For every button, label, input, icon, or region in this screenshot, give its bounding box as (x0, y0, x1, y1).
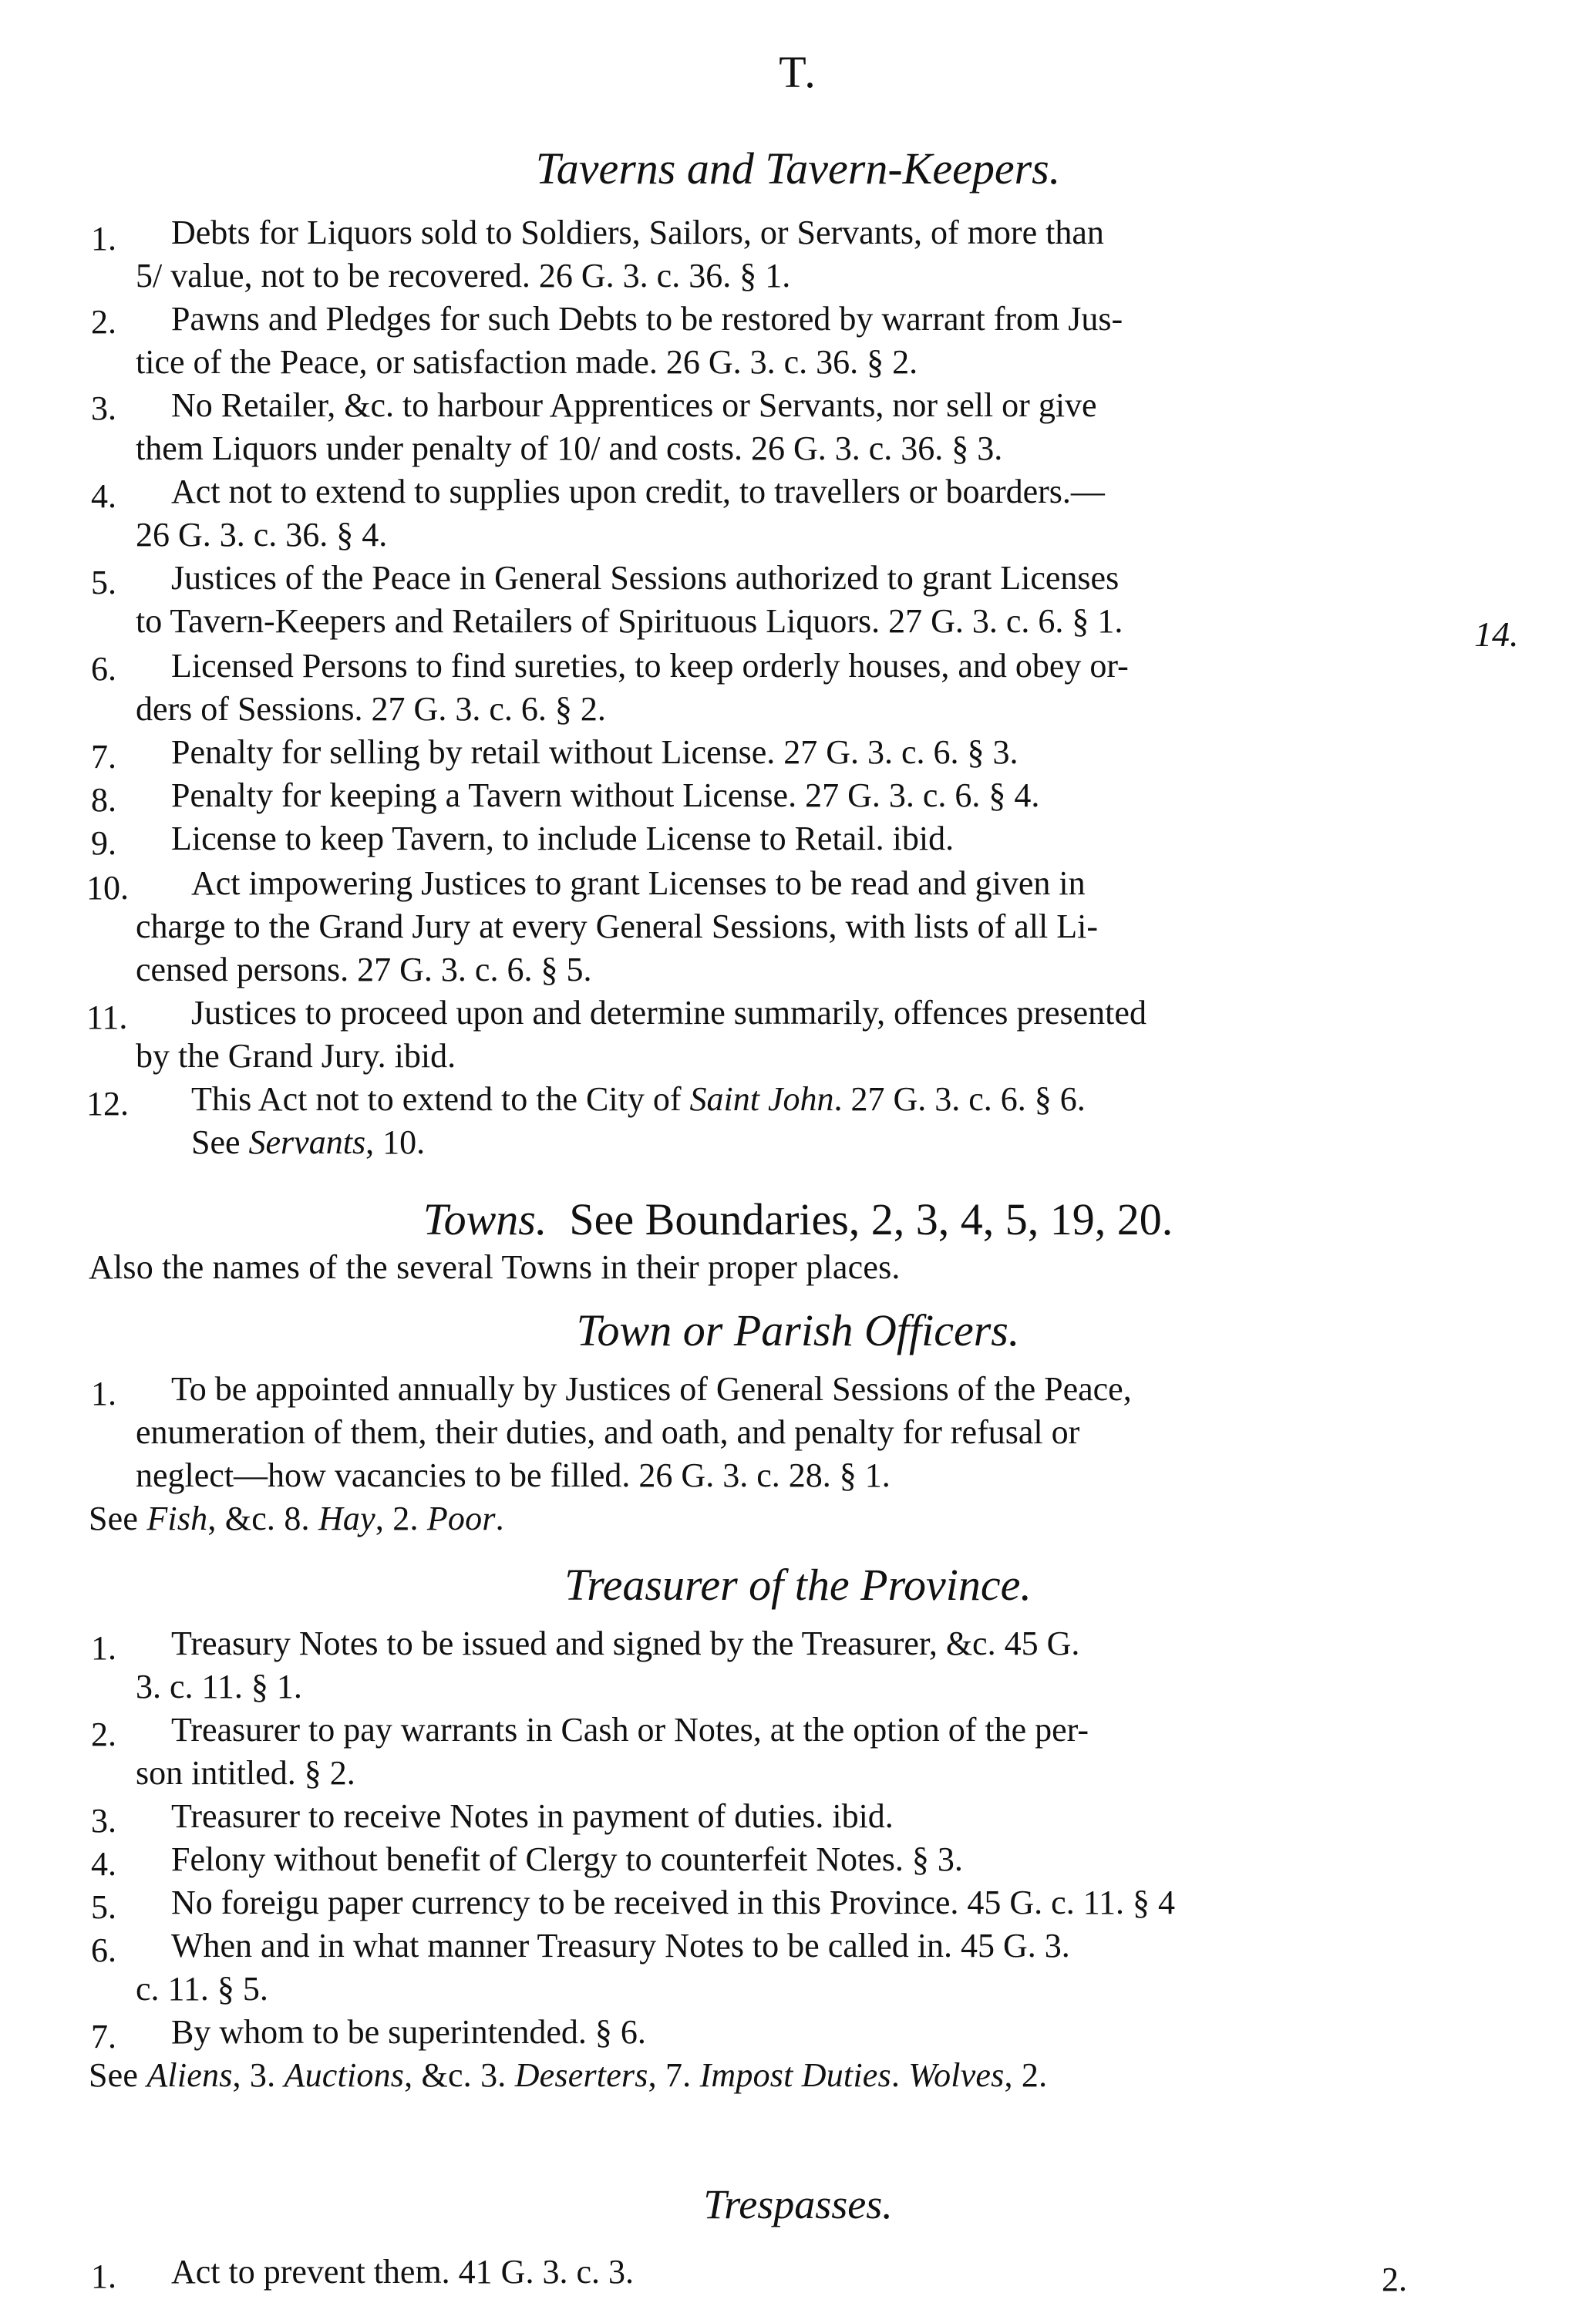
entry-line: Treasurer to receive Notes in payment of duties. ibid. (171, 1797, 894, 1835)
entry-number: 3. (91, 1802, 116, 1840)
section-letter: T. (779, 47, 817, 97)
entry-line: Pawns and Pledges for such Debts to be restored by warrant from Jus- (171, 300, 1123, 338)
entry-line: License to keep Tavern, to include License to Retail. ibid. (171, 820, 955, 857)
entry-line: ders of Sessions. 27 G. 3. c. 6. § 2. (136, 690, 606, 728)
entry-number: 4. (91, 477, 116, 515)
entry-line: Penalty for selling by retail without License. 27 G. 3. c. 6. § 3. (171, 733, 1019, 771)
entry-line: charge to the Grand Jury at every General Sessions, with lists of all Li- (136, 907, 1098, 945)
entry-number: 1. (91, 1629, 116, 1667)
entry-line: Act not to extend to supplies upon credit, to travellers or boarders.— (171, 473, 1105, 510)
entry-line: censed persons. 27 G. 3. c. 6. § 5. (136, 951, 592, 988)
entry-line: 26 G. 3. c. 36. § 4. (136, 516, 388, 554)
entry-line: son intitled. § 2. (136, 1754, 355, 1792)
entry-line: 3. c. 11. § 1. (136, 1668, 302, 1705)
entry-line: 5/ value, not to be recovered. 26 G. 3. c. 36. § 1. (136, 257, 791, 295)
entry-line: Justices of the Peace in General Sessions authorized to grant Licenses (171, 559, 1120, 597)
entry-line: to Tavern-Keepers and Retailers of Spirituous Liquors. 27 G. 3. c. 6. § 1. (136, 602, 1123, 640)
heading-towns: Towns. See Boundaries, 2, 3, 4, 5, 19, 20. (423, 1194, 1173, 1244)
entry-line: By whom to be superintended. § 6. (171, 2013, 646, 2051)
entry-line: When and in what manner Treasury Notes to be called in. 45 G. 3. (171, 1927, 1070, 1965)
entry-number: 1. (91, 220, 116, 258)
entry-line: Act impowering Justices to grant Licenses to be read and given in (191, 864, 1086, 902)
entry-number: 11. (86, 998, 128, 1036)
entry-line: by the Grand Jury. ibid. (136, 1037, 456, 1075)
see-reference: See Fish, &c. 8. Hay, 2. Poor. (89, 1500, 504, 1537)
entry-line: Treasurer to pay warrants in Cash or Notes, at the option of the per- (171, 1711, 1089, 1749)
entry-number: 1. (91, 1375, 116, 1412)
entry-number: 6. (91, 650, 116, 688)
see-link-servants: Servants (248, 1123, 366, 1161)
entry-number: 5. (91, 1888, 116, 1926)
entry-line: enumeration of them, their duties, and oath, and penalty for refusal or (136, 1413, 1080, 1451)
towns-note: Also the names of the several Towns in their proper places. (89, 1248, 901, 1286)
entry-number: 8. (91, 781, 116, 819)
entry-line: No Retailer, &c. to harbour Apprentices or Servants, nor sell or give (171, 386, 1097, 424)
entry-line: Act to prevent them. 41 G. 3. c. 3. (171, 2253, 634, 2291)
entry-number: 5. (91, 564, 116, 601)
heading-treasurer: Treasurer of the Province. (564, 1560, 1032, 1610)
entry-line: This Act not to extend to the City of Saint John. 27 G. 3. c. 6. § 6. (191, 1080, 1086, 1118)
entry-line: No foreigu paper currency to be received in this Province. 45 G. c. 11. § 4 (171, 1884, 1176, 1921)
place-name: Saint John (689, 1080, 834, 1118)
entry-number: 10. (86, 869, 129, 907)
entry-number: 1. (91, 2257, 116, 2295)
entry-number: 4. (91, 1845, 116, 1883)
entry-line: neglect—how vacancies to be filled. 26 G. 3. c. 28. § 1. (136, 1456, 891, 1494)
entry-line: Felony without benefit of Clergy to counterfeit Notes. § 3. (171, 1840, 963, 1878)
entry-line: them Liquors under penalty of 10/ and costs. 26 G. 3. c. 36. § 3. (136, 429, 1003, 467)
entry-number: 6. (91, 1931, 116, 1969)
entry-line: c. 11. § 5. (136, 1970, 268, 2008)
heading-town-officers: Town or Parish Officers. (576, 1305, 1020, 1355)
entry-number: 7. (91, 2018, 116, 2055)
heading-trespasses: Trespasses. (703, 2181, 893, 2227)
entry-number: 2. (91, 303, 116, 341)
entry-number: 2. (91, 1715, 116, 1753)
entry-line: Debts for Liquors sold to Soldiers, Sailors, or Servants, of more than (171, 214, 1104, 251)
entry-number: 3. (91, 389, 116, 427)
entry-number: 7. (91, 738, 116, 776)
entry-line: Penalty for keeping a Tavern without License. 27 G. 3. c. 6. § 4. (171, 776, 1040, 814)
margin-annotation: 14. (1474, 614, 1519, 654)
entry-number: 9. (91, 824, 116, 862)
entry-line: Treasury Notes to be issued and signed by the Treasurer, &c. 45 G. (171, 1624, 1080, 1662)
entry-line: To be appointed annually by Justices of General Sessions of the Peace, (171, 1370, 1132, 1408)
heading-taverns: Taverns and Tavern-Keepers. (535, 143, 1061, 194)
see-reference: See Aliens, 3. Auctions, &c. 3. Deserters, 7. Impost Duties. Wolves, 2. (89, 2056, 1048, 2094)
entry-line: tice of the Peace, or satisfaction made. 26 G. 3. c. 36. § 2. (136, 343, 918, 381)
signature-mark: 2. (1382, 2261, 1407, 2298)
entry-line: Justices to proceed upon and determine summarily, offences presented (191, 994, 1146, 1032)
entry-line: Licensed Persons to find sureties, to keep orderly houses, and obey or- (171, 647, 1129, 685)
see-reference: See Servants, 10. (191, 1123, 426, 1161)
entry-number: 12. (86, 1085, 129, 1123)
